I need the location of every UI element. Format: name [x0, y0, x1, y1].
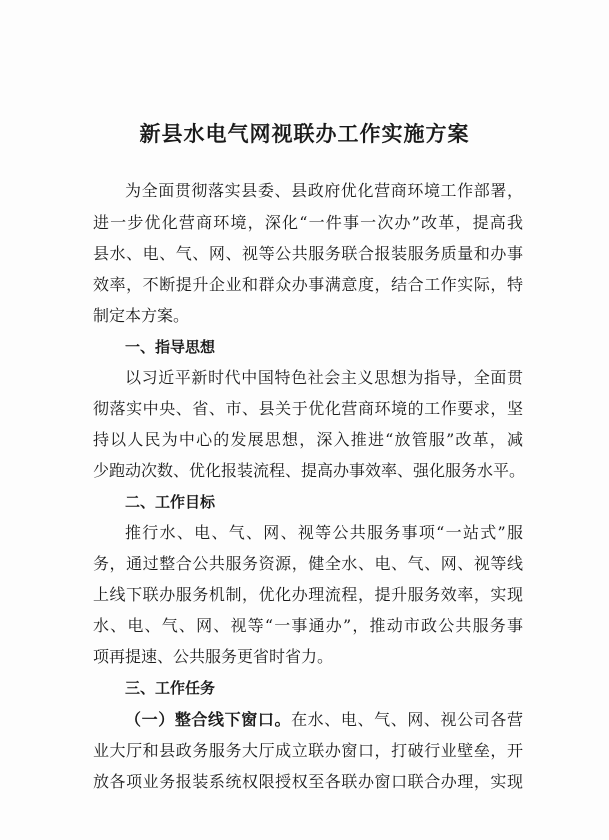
paragraph-line: 业大厅和县政务服务大厅成立联办窗口，打破行业壁垒，开 — [93, 741, 523, 760]
paragraph-line: 彻落实中央、省、市、县关于优化营商环境的工作要求，坚 — [93, 399, 523, 418]
paragraph-line: 务，通过整合公共服务资源，健全水、电、气、网、视等线 — [93, 554, 523, 573]
section-heading: 二、工作目标 — [125, 493, 216, 511]
section-heading: 三、工作任务 — [125, 679, 216, 697]
paragraph-line: 进一步优化营商环境，深化“一件事一次办”改革，提高我 — [93, 213, 523, 232]
paragraph-line: 县水、电、气、网、视等公共服务联合报装服务质量和办事 — [93, 244, 523, 263]
paragraph-line: 上线下联办服务机制，优化办理流程，提升服务效率，实现 — [93, 585, 523, 604]
paragraph-line: 少跑动次数、优化报装流程、提高办事效率、强化服务水平。 — [93, 461, 526, 480]
paragraph-line: 持以人民为中心的发展思想，深入推进“放管服”改革，减 — [93, 430, 523, 449]
paragraph-line: 水、电、气、网、视等“一事通办”，推动市政公共服务事 — [93, 616, 523, 635]
task-text: 在水、电、气、网、视公司各营 — [291, 710, 523, 729]
paragraph-line: 放各项业务报装系统权限授权至各联办窗口联合办理，实现 — [93, 772, 523, 791]
paragraph-line: 以习近平新时代中国特色社会主义思想为指导，全面贯 — [125, 368, 523, 387]
paragraph-line: 推行水、电、气、网、视等公共服务事项“一站式”服 — [125, 523, 523, 542]
paragraph-line: 效率，不断提升企业和群众办事满意度，结合工作实际，特 — [93, 275, 523, 294]
paragraph-line: 项再提速、公共服务更省时省力。 — [93, 647, 334, 666]
task-line — [125, 710, 523, 730]
task-subheading: （一）整合线下窗口。 — [125, 710, 292, 729]
paragraph-line: 制定本方案。 — [93, 306, 190, 325]
paragraph-line: 为全面贯彻落实县委、县政府优化营商环境工作部署， — [125, 181, 523, 200]
document-title: 新县水电气网视联办工作实施方案 — [139, 121, 470, 146]
section-heading: 一、指导思想 — [125, 338, 216, 356]
